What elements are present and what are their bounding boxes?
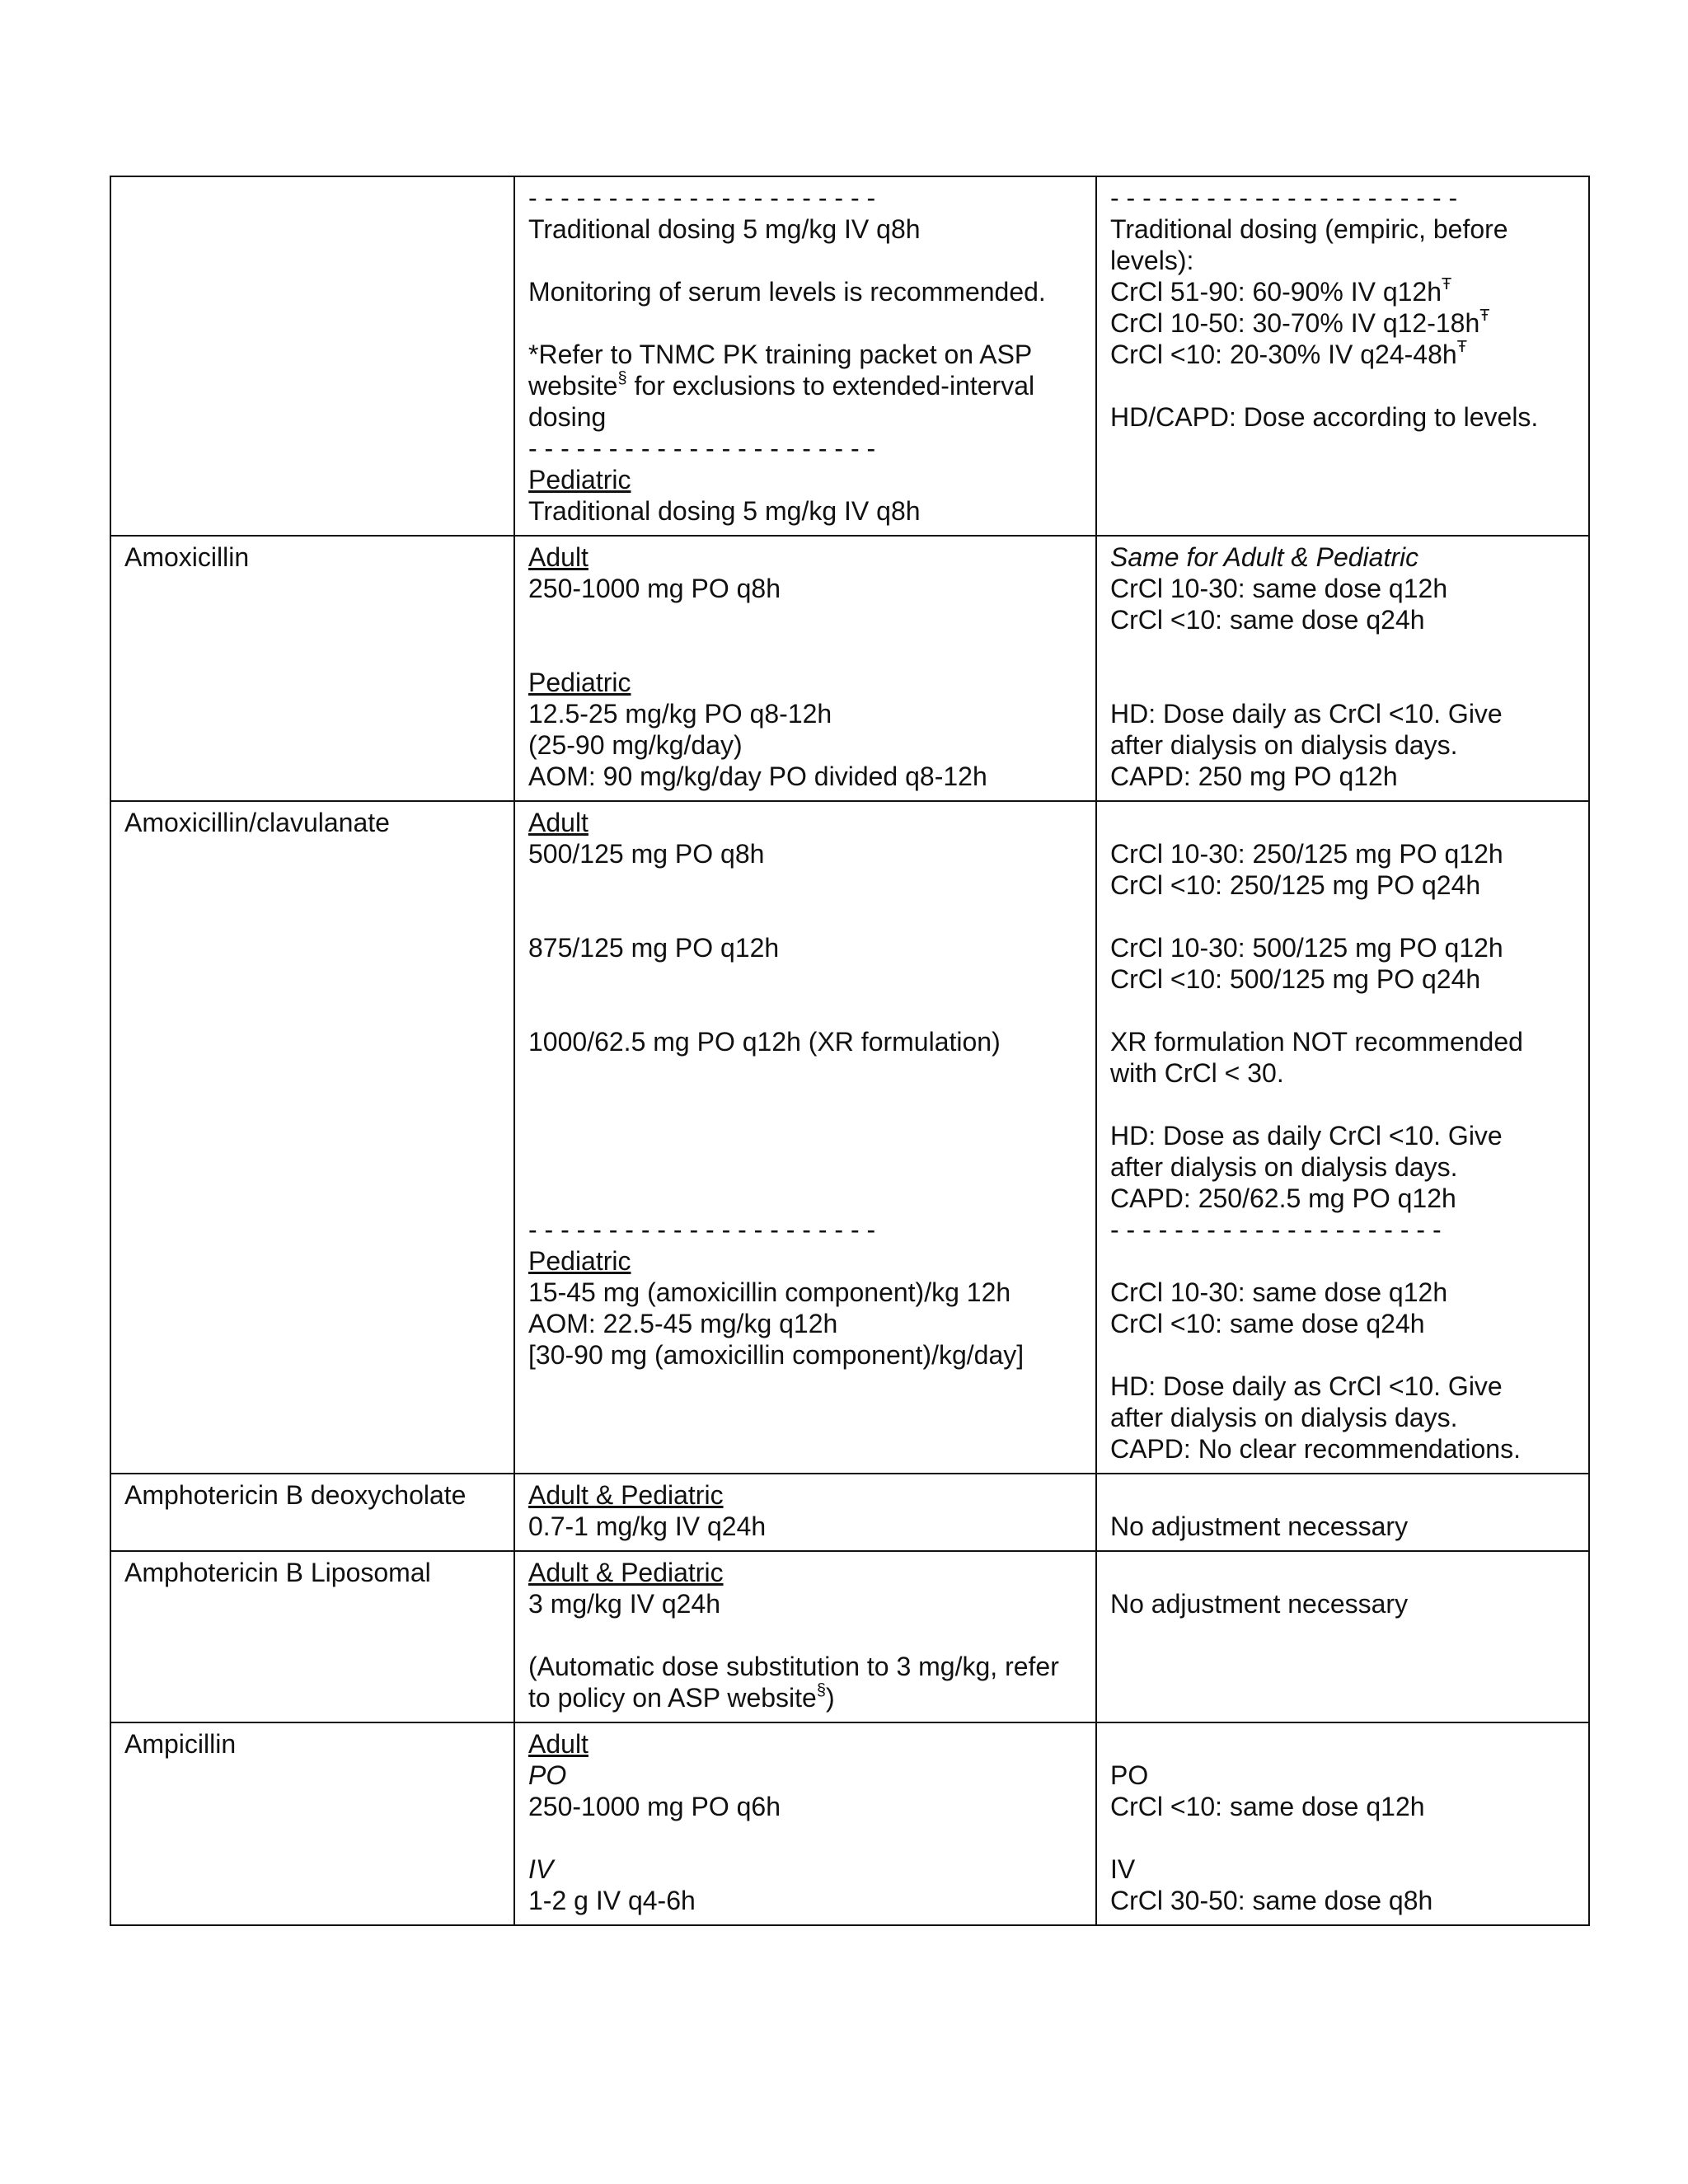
dosing-cell: [514, 1551, 1096, 1722]
renal-line-text: CrCl 10-30: 500/125 mg PO q12h: [1110, 933, 1503, 963]
renal-line: [1110, 1026, 1575, 1057]
dosing-line-text: (25-90 mg/kg/day): [528, 730, 743, 760]
dosing-line-text: Adult & Pediatric: [528, 1558, 724, 1587]
dosing-line: [528, 1760, 1082, 1791]
renal-line-text: CrCl 51-90: 60-90% IV q12h: [1110, 277, 1442, 307]
dosing-line: [528, 370, 1082, 401]
dosing-line-text: (Automatic dose substitution to 3 mg/kg, refer: [528, 1652, 1059, 1681]
renal-line: [1110, 838, 1575, 869]
dosing-line-text: ): [825, 1683, 835, 1713]
renal-line-text: XR formulation NOT recommended: [1110, 1027, 1523, 1057]
renal-line: [1110, 182, 1575, 213]
renal-adjustment-cell: [1096, 801, 1589, 1474]
dosing-line: [528, 1120, 1082, 1151]
dosing-line-text: 250-1000 mg PO q8h: [528, 574, 781, 603]
renal-line-text: Same for Adult & Pediatric: [1110, 542, 1419, 572]
dosing-line-text: - - - - - - - - - - - - - - - - - - - - - -: [528, 434, 876, 463]
dosing-line: [528, 1479, 1082, 1511]
dosing-line-text: 1000/62.5 mg PO q12h (XR formulation): [528, 1027, 1001, 1057]
dosing-line: [528, 1619, 1082, 1651]
renal-line-text: CrCl <10: same dose q24h: [1110, 605, 1425, 635]
dosing-line: [528, 433, 1082, 464]
dosing-line-text: Pediatric: [528, 1246, 631, 1276]
renal-line: [1110, 807, 1575, 838]
renal-line: [1110, 901, 1575, 932]
dosing-cell: [514, 1474, 1096, 1551]
renal-line: [1110, 932, 1575, 963]
dosing-line-text: - - - - - - - - - - - - - - - - - - - - - -: [528, 1215, 876, 1244]
renal-line-text: CrCl <10: same dose q12h: [1110, 1792, 1425, 1821]
renal-adjustment-cell: [1096, 536, 1589, 801]
renal-line-text: with CrCl < 30.: [1110, 1058, 1284, 1088]
renal-line-text: HD/CAPD: Dose according to levels.: [1110, 402, 1539, 432]
renal-line: [1110, 604, 1575, 635]
renal-line: [1110, 1588, 1575, 1619]
renal-line: [1110, 1277, 1575, 1308]
dosing-line: [528, 495, 1082, 527]
dosing-line-text: Pediatric: [528, 668, 631, 697]
renal-line-text: - - - - - - - - - - - - - - - - - - - - -: [1110, 1215, 1442, 1244]
dosing-line-text: - - - - - - - - - - - - - - - - - - - - - -: [528, 183, 876, 213]
renal-line: [1110, 1760, 1575, 1791]
dosing-line: [528, 1791, 1082, 1822]
dosing-line-text: to policy on ASP website: [528, 1683, 817, 1713]
dosing-line: [528, 1183, 1082, 1214]
renal-line: [1110, 1885, 1575, 1916]
dosing-line: [528, 464, 1082, 495]
renal-adjustment-cell: [1096, 1474, 1589, 1551]
renal-line: [1110, 573, 1575, 604]
dosing-line-text: Adult & Pediatric: [528, 1480, 724, 1510]
renal-line: [1110, 1089, 1575, 1120]
dosing-line: [528, 541, 1082, 573]
dosing-line: [528, 276, 1082, 307]
renal-line-text: No adjustment necessary: [1110, 1511, 1409, 1541]
dosing-line: [528, 667, 1082, 698]
dosing-line: [528, 761, 1082, 792]
footnote-mark: §: [816, 1681, 826, 1699]
dosing-line: [528, 1214, 1082, 1245]
dosing-line: [528, 1728, 1082, 1760]
renal-line-text: PO: [1110, 1760, 1149, 1790]
renal-line: [1110, 1854, 1575, 1885]
renal-line: [1110, 1183, 1575, 1214]
renal-adjustment-cell: [1096, 1722, 1589, 1925]
dosing-line-text: 250-1000 mg PO q6h: [528, 1792, 781, 1821]
dosing-line-text: for exclusions to extended-interval: [626, 371, 1035, 401]
renal-line: [1110, 1728, 1575, 1760]
dosing-line: [528, 1339, 1082, 1371]
renal-line: [1110, 1402, 1575, 1433]
dosing-line: [528, 1245, 1082, 1277]
dosing-line-text: *Refer to TNMC PK training packet on ASP: [528, 340, 1033, 369]
dosing-line: [528, 339, 1082, 370]
drug-name: Ampicillin: [124, 1729, 237, 1759]
renal-line: [1110, 1308, 1575, 1339]
drug-name-cell: [110, 801, 514, 1474]
drug-name-cell: [110, 536, 514, 801]
renal-line: [1110, 276, 1575, 307]
drug-name-cell: [110, 1551, 514, 1722]
dosing-line: [528, 963, 1082, 995]
renal-line: [1110, 995, 1575, 1026]
renal-line: [1110, 339, 1575, 370]
dosing-line: [528, 1557, 1082, 1588]
renal-line: [1110, 1151, 1575, 1183]
renal-line: [1110, 1791, 1575, 1822]
dosing-line-text: 500/125 mg PO q8h: [528, 839, 765, 869]
renal-line-text: CrCl <10: same dose q24h: [1110, 1309, 1425, 1338]
dosing-line: [528, 245, 1082, 276]
renal-line: [1110, 401, 1575, 433]
dosing-line: [528, 807, 1082, 838]
dosing-line: [528, 1026, 1082, 1057]
renal-line: [1110, 1511, 1575, 1542]
renal-line-text: CAPD: 250/62.5 mg PO q12h: [1110, 1183, 1456, 1213]
renal-adjustment-cell: [1096, 176, 1589, 536]
dosing-line: [528, 1588, 1082, 1619]
dosing-line-text: [30-90 mg (amoxicillin component)/kg/day]: [528, 1340, 1025, 1370]
drug-name-cell: [110, 1722, 514, 1925]
renal-line-text: CrCl 10-30: 250/125 mg PO q12h: [1110, 839, 1503, 869]
renal-line-text: CrCl <10: 20-30% IV q24-48h: [1110, 340, 1457, 369]
dosing-line: [528, 1651, 1082, 1682]
dosing-line: [528, 1511, 1082, 1542]
renal-line: [1110, 963, 1575, 995]
renal-line-text: CrCl 10-50: 30-70% IV q12-18h: [1110, 308, 1480, 338]
dosing-cell: [514, 801, 1096, 1474]
table-row: [110, 1722, 1589, 1925]
dosing-line: [528, 307, 1082, 339]
dosing-line: [528, 1057, 1082, 1089]
renal-line: [1110, 1057, 1575, 1089]
drug-name: [124, 182, 500, 213]
dosing-line: [528, 729, 1082, 761]
dosing-line-text: 875/125 mg PO q12h: [528, 933, 780, 963]
renal-line-text: IV: [1110, 1854, 1136, 1884]
renal-line-text: after dialysis on dialysis days.: [1110, 730, 1458, 760]
renal-line-text: HD: Dose as daily CrCl <10. Give: [1110, 1121, 1503, 1151]
renal-line: [1110, 869, 1575, 901]
renal-line-text: CrCl <10: 500/125 mg PO q24h: [1110, 964, 1481, 994]
dosing-line: [528, 573, 1082, 604]
dosing-line-text: website: [528, 371, 618, 401]
renal-line: [1110, 541, 1575, 573]
dosing-line-text: Traditional dosing 5 mg/kg IV q8h: [528, 496, 921, 526]
dosing-line: [528, 838, 1082, 869]
drug-name: Amoxicillin/clavulanate: [124, 808, 390, 837]
renal-line-text: CAPD: 250 mg PO q12h: [1110, 762, 1398, 791]
dosing-line-text: PO: [528, 1760, 567, 1790]
renal-line: [1110, 729, 1575, 761]
renal-line-text: CrCl 10-30: same dose q12h: [1110, 1277, 1448, 1307]
renal-line: [1110, 1245, 1575, 1277]
renal-line-text: CAPD: No clear recommendations.: [1110, 1434, 1521, 1464]
dosing-line-text: dosing: [528, 402, 607, 432]
dosing-line: [528, 901, 1082, 932]
dosing-line-text: Adult: [528, 1729, 588, 1759]
renal-line: [1110, 1339, 1575, 1371]
dosing-table-body: [110, 176, 1589, 1925]
drug-name-cell: [110, 1474, 514, 1551]
dosing-table: [110, 176, 1590, 1926]
renal-line: [1110, 307, 1575, 339]
footnote-mark: Ŧ: [1442, 275, 1452, 293]
dosing-line: [528, 1277, 1082, 1308]
dosing-line: [528, 932, 1082, 963]
renal-line-text: HD: Dose daily as CrCl <10. Give: [1110, 699, 1503, 729]
dosing-line-text: Adult: [528, 542, 588, 572]
dosing-line: [528, 401, 1082, 433]
renal-line: [1110, 1371, 1575, 1402]
renal-line-text: Traditional dosing (empiric, before: [1110, 214, 1508, 244]
renal-line-text: No adjustment necessary: [1110, 1589, 1409, 1619]
dosing-line-text: 12.5-25 mg/kg PO q8-12h: [528, 699, 832, 729]
dosing-line: [528, 182, 1082, 213]
drug-name-cell: [110, 176, 514, 536]
dosing-cell: [514, 176, 1096, 536]
table-row: [110, 536, 1589, 801]
dosing-line: [528, 213, 1082, 245]
dosing-line: [528, 1308, 1082, 1339]
table-row: [110, 176, 1589, 536]
dosing-line: [528, 1682, 1082, 1713]
footnote-mark: Ŧ: [1456, 338, 1467, 356]
dosing-line-text: 15-45 mg (amoxicillin component)/kg 12h: [528, 1277, 1011, 1307]
renal-line-text: CrCl 10-30: same dose q12h: [1110, 574, 1448, 603]
renal-line-text: levels):: [1110, 246, 1194, 275]
table-row: [110, 1551, 1589, 1722]
renal-line: [1110, 370, 1575, 401]
drug-name: Amphotericin B deoxycholate: [124, 1480, 467, 1510]
renal-adjustment-cell: [1096, 1551, 1589, 1722]
renal-line: [1110, 1214, 1575, 1245]
renal-line-text: - - - - - - - - - - - - - - - - - - - - - -: [1110, 183, 1458, 213]
renal-line-text: CrCl <10: 250/125 mg PO q24h: [1110, 870, 1481, 900]
renal-line-text: after dialysis on dialysis days.: [1110, 1152, 1458, 1182]
dosing-line: [528, 1854, 1082, 1885]
renal-line: [1110, 245, 1575, 276]
dosing-line-text: 3 mg/kg IV q24h: [528, 1589, 721, 1619]
renal-line: [1110, 1433, 1575, 1465]
dosing-line-text: Monitoring of serum levels is recommended.: [528, 277, 1046, 307]
renal-line: [1110, 1557, 1575, 1588]
dosing-line-text: AOM: 22.5-45 mg/kg q12h: [528, 1309, 838, 1338]
renal-line-text: HD: Dose daily as CrCl <10. Give: [1110, 1371, 1503, 1401]
renal-line-text: CrCl 30-50: same dose q8h: [1110, 1886, 1433, 1915]
dosing-cell: [514, 536, 1096, 801]
renal-line: [1110, 635, 1575, 667]
dosing-cell: [514, 1722, 1096, 1925]
dosing-line-text: Pediatric: [528, 465, 631, 494]
dosing-line-text: AOM: 90 mg/kg/day PO divided q8-12h: [528, 762, 987, 791]
dosing-line: [528, 1151, 1082, 1183]
table-row: [110, 1474, 1589, 1551]
renal-line: [1110, 667, 1575, 698]
footnote-mark: Ŧ: [1479, 307, 1490, 325]
renal-line: [1110, 761, 1575, 792]
drug-name: Amoxicillin: [124, 542, 250, 572]
dosing-line-text: Traditional dosing 5 mg/kg IV q8h: [528, 214, 921, 244]
dosing-line-text: Adult: [528, 808, 588, 837]
dosing-line: [528, 635, 1082, 667]
dosing-line: [528, 1822, 1082, 1854]
dosing-line-text: 1-2 g IV q4-6h: [528, 1886, 696, 1915]
dosing-line: [528, 604, 1082, 635]
table-row: [110, 801, 1589, 1474]
renal-line-text: after dialysis on dialysis days.: [1110, 1403, 1458, 1432]
renal-line: [1110, 698, 1575, 729]
dosing-line: [528, 698, 1082, 729]
renal-line: [1110, 1479, 1575, 1511]
renal-line: [1110, 1822, 1575, 1854]
drug-name: Amphotericin B Liposomal: [124, 1558, 431, 1587]
dosing-line: [528, 869, 1082, 901]
dosing-line-text: 0.7-1 mg/kg IV q24h: [528, 1511, 767, 1541]
dosing-line: [528, 1089, 1082, 1120]
footnote-mark: §: [617, 369, 627, 387]
dosing-line: [528, 995, 1082, 1026]
renal-line: [1110, 213, 1575, 245]
dosing-line: [528, 1885, 1082, 1916]
dosing-line-text: IV: [528, 1854, 554, 1884]
renal-line: [1110, 1120, 1575, 1151]
